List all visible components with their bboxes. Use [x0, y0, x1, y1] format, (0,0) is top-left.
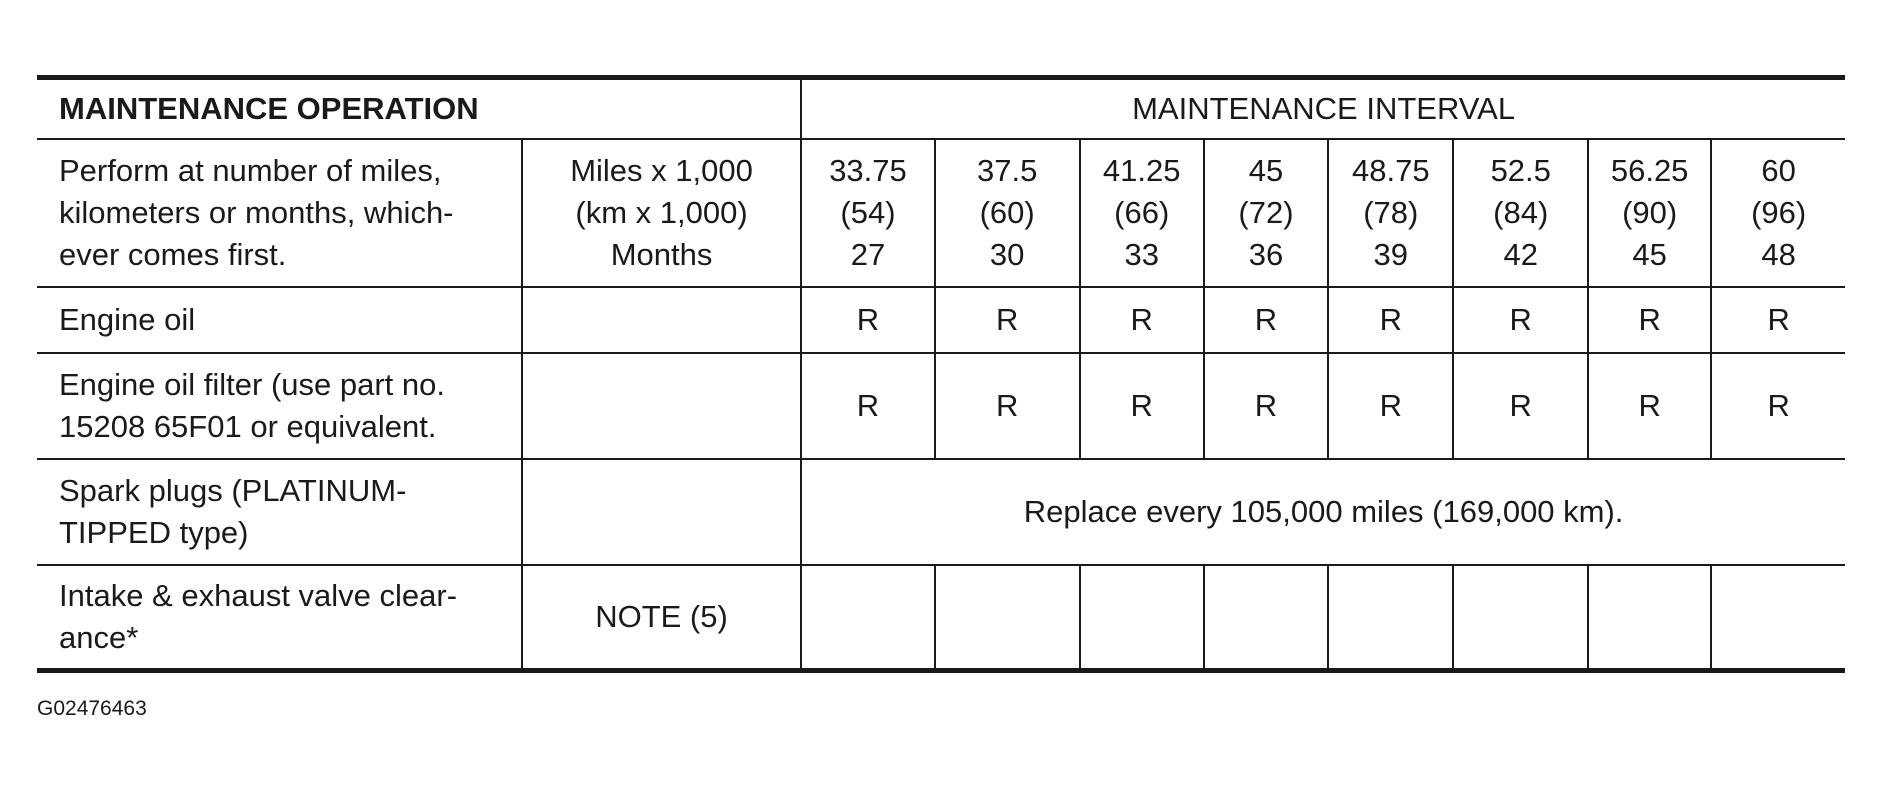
threshold-units — [522, 139, 801, 287]
interval-miles: 60 — [1761, 153, 1796, 189]
figure-id: G02476463 — [37, 697, 147, 720]
interval-miles: 48.75 — [1352, 153, 1430, 189]
interval-mark — [1711, 565, 1845, 671]
operation-note — [522, 459, 801, 565]
interval-cell — [801, 139, 935, 287]
unit-line: (km x 1,000) — [575, 195, 748, 231]
interval-km: (78) — [1363, 195, 1419, 231]
operation-label — [37, 353, 522, 459]
interval-cell — [1711, 139, 1845, 287]
interval-miles: 37.5 — [976, 153, 1038, 189]
interval-months: 48 — [1761, 236, 1796, 272]
interval-miles: 52.5 — [1490, 153, 1551, 189]
operation-line: Engine oil filter (use part no. — [59, 367, 445, 403]
operation-line: Intake & exhaust valve clear- — [59, 578, 458, 614]
interval-km: (90) — [1622, 195, 1678, 231]
threshold-description — [37, 139, 522, 287]
threshold-row — [37, 139, 1845, 287]
operation-label — [37, 459, 522, 565]
replace-mark: R — [1080, 287, 1204, 353]
replace-mark: R — [801, 287, 935, 353]
oil-filter-row — [37, 353, 1845, 459]
replace-mark: R — [1204, 287, 1328, 353]
maintenance-schedule-table — [37, 75, 1845, 673]
operation-header: MAINTENANCE OPERATION — [37, 78, 522, 140]
threshold-line: kilometers or months, which- — [59, 195, 454, 231]
interval-cell — [935, 139, 1080, 287]
interval-header: MAINTENANCE INTERVAL — [801, 78, 1845, 140]
interval-months: 39 — [1373, 236, 1409, 272]
interval-mark — [1080, 565, 1204, 671]
interval-km: (60) — [979, 195, 1035, 231]
interval-km: (84) — [1493, 195, 1549, 231]
threshold-line: Perform at number of miles, — [59, 153, 442, 189]
replace-mark: R — [1453, 287, 1588, 353]
interval-months: 36 — [1248, 236, 1284, 272]
operation-header-blank — [522, 78, 801, 140]
replace-mark: R — [1711, 287, 1845, 353]
header-row — [37, 78, 1845, 140]
interval-mark — [801, 565, 935, 671]
replace-mark: R — [1328, 353, 1453, 459]
interval-miles: 45 — [1248, 153, 1284, 189]
interval-mark — [935, 565, 1080, 671]
interval-months: 42 — [1503, 236, 1538, 272]
operation-note: NOTE (5) — [522, 565, 801, 671]
replace-mark: R — [1080, 353, 1204, 459]
operation-label — [37, 287, 522, 353]
interval-months: 30 — [989, 236, 1025, 272]
replace-mark: R — [1328, 287, 1453, 353]
interval-mark — [1204, 565, 1328, 671]
operation-note — [522, 353, 801, 459]
interval-mark — [1453, 565, 1588, 671]
interval-months: 27 — [850, 236, 886, 272]
replace-mark: R — [1711, 353, 1845, 459]
valve-clearance-row — [37, 565, 1845, 671]
replace-mark: R — [801, 353, 935, 459]
interval-cell — [1453, 139, 1588, 287]
operation-line: 15208 65F01 or equivalent. — [59, 409, 437, 444]
interval-mark — [1588, 565, 1711, 671]
interval-km: (54) — [840, 195, 896, 231]
interval-cell — [1328, 139, 1453, 287]
replace-mark: R — [935, 287, 1080, 353]
interval-cell — [1080, 139, 1204, 287]
threshold-line: ever comes first. — [59, 236, 287, 272]
unit-line: Months — [610, 236, 713, 272]
interval-miles: 41.25 — [1102, 153, 1181, 189]
operation-label — [37, 565, 522, 671]
spark-plugs-row — [37, 459, 1845, 565]
interval-km: (66) — [1114, 195, 1170, 231]
interval-months: 45 — [1632, 236, 1667, 272]
interval-months: 33 — [1124, 236, 1159, 272]
interval-cell — [1204, 139, 1328, 287]
interval-miles: 56.25 — [1610, 153, 1689, 189]
operation-line: TIPPED type) — [59, 515, 249, 550]
replace-mark: R — [1588, 353, 1711, 459]
interval-mark — [1328, 565, 1453, 671]
replace-instruction: Replace every 105,000 miles (169,000 km). — [801, 459, 1845, 565]
operation-note — [522, 287, 801, 353]
interval-cell — [1588, 139, 1711, 287]
interval-miles: 33.75 — [829, 153, 907, 189]
operation-line: Engine oil — [59, 302, 196, 338]
replace-mark: R — [1588, 287, 1711, 353]
engine-oil-row — [37, 287, 1845, 353]
operation-line: Spark plugs (PLATINUM- — [59, 473, 407, 509]
replace-mark: R — [935, 353, 1080, 459]
replace-mark: R — [1204, 353, 1328, 459]
replace-mark: R — [1453, 353, 1588, 459]
unit-line: Miles x 1,000 — [570, 153, 753, 189]
operation-line: ance* — [59, 620, 139, 655]
interval-km: (96) — [1751, 195, 1807, 231]
interval-km: (72) — [1238, 195, 1294, 231]
